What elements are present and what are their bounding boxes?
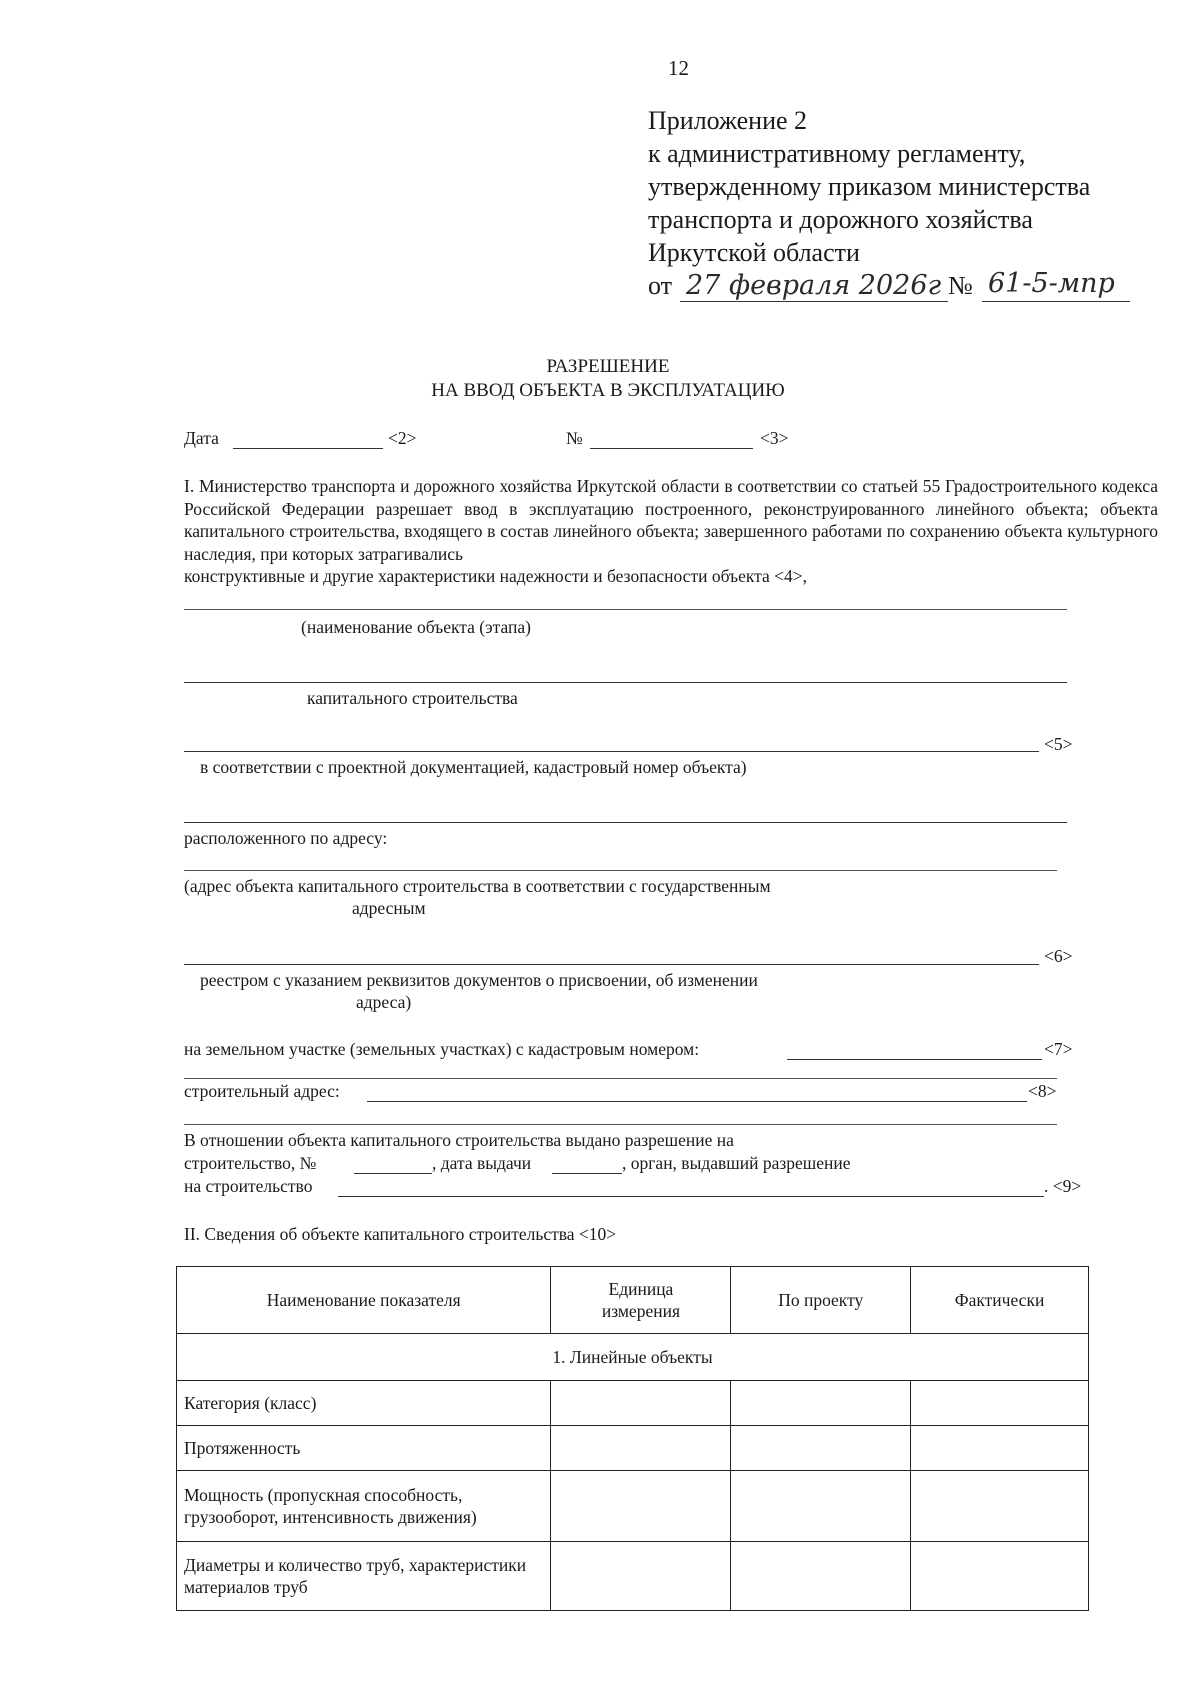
permit-authority-input[interactable] — [338, 1196, 1044, 1197]
table-cell[interactable] — [731, 1426, 911, 1471]
appendix-line-4: транспорта и дорожного хозяйства — [648, 205, 1033, 234]
handwritten-date: 27 февраля 2026г — [686, 270, 942, 301]
handwritten-number: 61-5-мпр — [988, 268, 1115, 299]
permit-line-2-a: строительство, № — [184, 1153, 317, 1173]
appendix-line-1: Приложение 2 — [648, 106, 808, 135]
permit-line-1: В отношении объекта капитального строительства выдано разрешение на — [184, 1130, 734, 1150]
permit-line-2-c: , орган, выдавший разрешение — [622, 1153, 851, 1173]
appendix-number-prefix: № — [948, 271, 973, 300]
registry-line[interactable] — [184, 964, 1039, 965]
table-cell[interactable] — [551, 1426, 731, 1471]
project-caption: в соответствии с проектной документацией, кадастровый номер объекта) — [200, 757, 747, 777]
appendix-line-2: к административному регламенту, — [648, 139, 1026, 168]
appendix-line-5: Иркутской области — [648, 238, 860, 267]
number-note: <3> — [760, 428, 789, 448]
table-cell[interactable] — [551, 1381, 731, 1426]
table-header-cell: Наименование показателя — [177, 1267, 551, 1334]
address-line[interactable] — [184, 870, 1057, 871]
document-title-line-1: РАЗРЕШЕНИЕ — [546, 356, 670, 377]
land-extra-line[interactable] — [184, 1078, 1057, 1079]
section-1-paragraph — [184, 475, 1158, 588]
page-number: 12 — [668, 56, 689, 80]
note-9: . <9> — [1044, 1176, 1082, 1196]
section-2-title: II. Сведения об объекте капитального строительства <10> — [184, 1224, 617, 1244]
table-cell[interactable] — [551, 1542, 731, 1611]
number-input-line[interactable] — [590, 448, 753, 449]
object-name-line[interactable] — [184, 609, 1067, 610]
build-address-label: строительный адрес: — [184, 1081, 340, 1101]
object-name-caption: (наименование объекта (этапа) — [301, 617, 531, 637]
object-info-table — [176, 1266, 1089, 1611]
table-header-cell: По проекту — [731, 1267, 911, 1334]
table-cell[interactable] — [911, 1426, 1089, 1471]
document-title-line-2: НА ВВОД ОБЪЕКТА В ЭКСПЛУАТАЦИЮ — [431, 380, 785, 401]
permit-number-input[interactable] — [354, 1173, 432, 1174]
registry-caption-2: адреса) — [356, 992, 412, 1012]
note-8: <8> — [1028, 1081, 1057, 1101]
date-underline — [680, 301, 948, 302]
note-5: <5> — [1044, 734, 1073, 754]
build-address-input[interactable] — [367, 1101, 1027, 1102]
table-header-cell: Фактически — [911, 1267, 1089, 1334]
land-label: на земельном участке (земельных участках) с кадастровым номером: — [184, 1039, 700, 1059]
table-row — [177, 1426, 1089, 1471]
table-cell[interactable] — [551, 1471, 731, 1542]
date-input-line[interactable] — [233, 448, 383, 449]
number-label: № — [566, 428, 583, 448]
table-cell[interactable] — [911, 1381, 1089, 1426]
table-group-row — [177, 1334, 1089, 1381]
table-cell[interactable] — [731, 1381, 911, 1426]
permit-line-3: на строительство — [184, 1176, 313, 1196]
section-1-text: I. Министерство транспорта и дорожного хозяйства Иркутской области в соответствии со статьей 55 Градостроительного кодекса Российской Федерации разрешает ввод в эксплуатацию построенного, реконструированного линейного объекта; объекта капитального строительства, входящего в состав линейного объекта; завершенного работами по сохранению объекта культурного наследия, при которых затрагивались — [184, 476, 1158, 564]
project-line[interactable] — [184, 751, 1039, 752]
address-caption-1: (адрес объекта капитального строительства в соответствии с государственным — [184, 876, 771, 896]
permit-date-input[interactable] — [552, 1173, 622, 1174]
table-cell: Протяженность — [177, 1426, 551, 1471]
capital-line[interactable] — [184, 682, 1067, 683]
appendix-line-3: утвержденному приказом министерства — [648, 172, 1091, 201]
table-cell[interactable] — [731, 1471, 911, 1542]
table-row — [177, 1542, 1089, 1611]
table-cell: Мощность (пропускная способность, грузооборот, интенсивность движения) — [177, 1471, 551, 1542]
table-header-cell: Единица измерения — [551, 1267, 731, 1334]
number-underline — [982, 301, 1130, 302]
located-line[interactable] — [184, 822, 1067, 823]
table-cell: Категория (класс) — [177, 1381, 551, 1426]
table-group-cell: 1. Линейные объекты — [177, 1334, 1089, 1381]
registry-caption-1: реестром с указанием реквизитов документов о присвоении, об изменении — [200, 970, 758, 990]
address-caption-2: адресным — [352, 898, 426, 918]
date-label: Дата — [184, 428, 219, 448]
table-header-row — [177, 1267, 1089, 1334]
table-cell: Диаметры и количество труб, характеристики материалов труб — [177, 1542, 551, 1611]
table-cell[interactable] — [731, 1542, 911, 1611]
located-label: расположенного по адресу: — [184, 828, 388, 848]
note-6: <6> — [1044, 946, 1073, 966]
table-cell[interactable] — [911, 1542, 1089, 1611]
table-row — [177, 1471, 1089, 1542]
capital-caption: капитального строительства — [307, 688, 518, 708]
build-address-extra-line[interactable] — [184, 1124, 1057, 1125]
permit-line-2-b: , дата выдачи — [432, 1153, 532, 1173]
note-7: <7> — [1044, 1039, 1073, 1059]
appendix-date-prefix: от — [648, 271, 673, 300]
land-cadastral-input[interactable] — [787, 1059, 1042, 1060]
table-row — [177, 1381, 1089, 1426]
table-cell[interactable] — [911, 1471, 1089, 1542]
date-note: <2> — [388, 428, 417, 448]
section-1-last-line: конструктивные и другие характеристики надежности и безопасности объекта <4>, — [184, 566, 808, 586]
